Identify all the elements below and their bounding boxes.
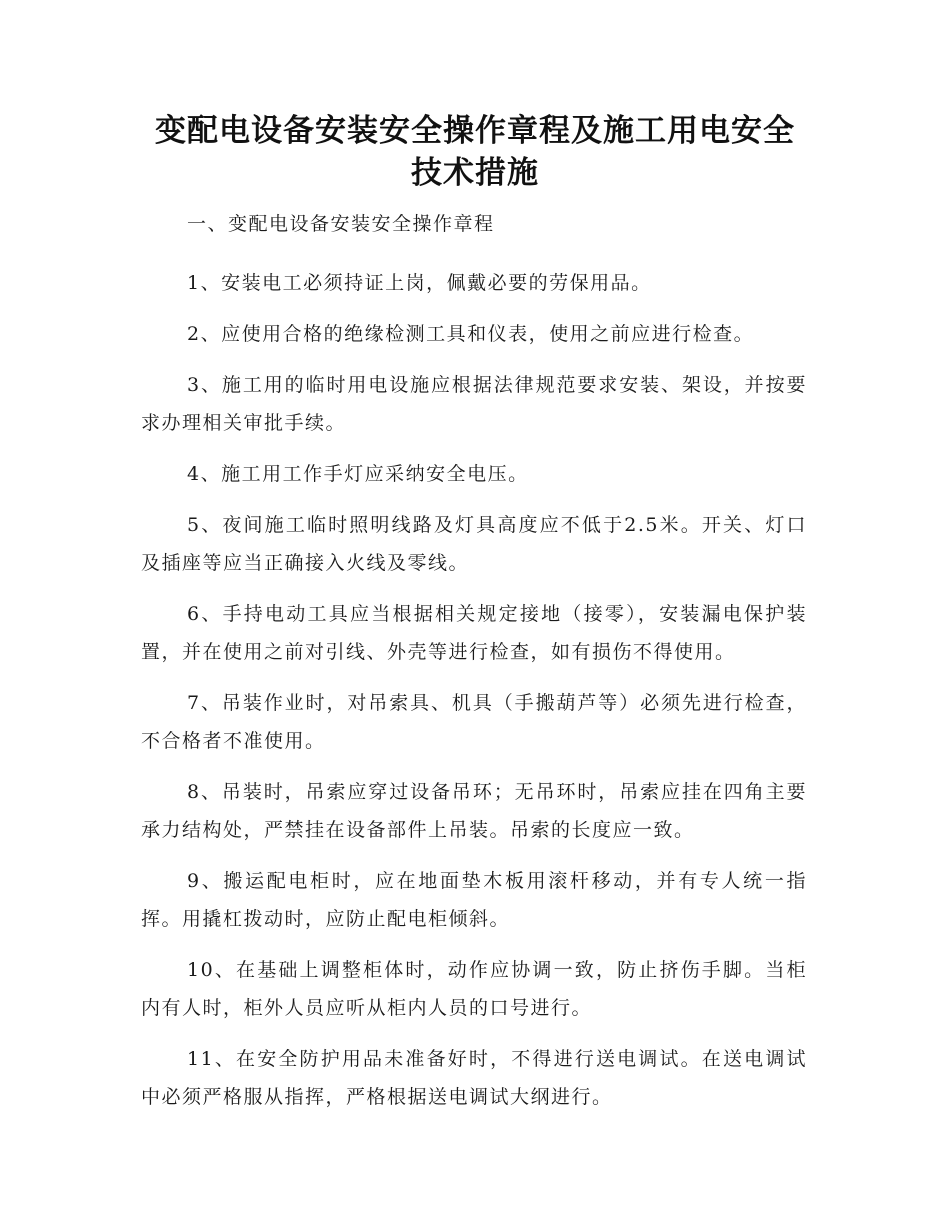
document-title: 变配电设备安装安全操作章程及施工用电安全技术措施 <box>155 113 795 191</box>
paragraph-4: 4、施工用工作手灯应采纳安全电压。 <box>187 463 529 485</box>
paragraph-7: 7、吊装作业时，对吊索具、机具（手搬葫芦等）必须先进行检查，不合格者不准使用。 <box>141 692 807 752</box>
paragraph-5: 5、夜间施工临时照明线路及灯具高度应不低于2.5米。开关、灯口及插座等应当正确接入火线及零线。 <box>141 514 807 574</box>
paragraph-10: 10、在基础上调整柜体时，动作应协调一致，防止挤伤手脚。当柜内有人时，柜外人员应听从柜内人员的口号进行。 <box>141 959 807 1019</box>
paragraph-11: 11、在安全防护用品未准备好时，不得进行送电调试。在送电调试中必须严格服从指挥，严格根据送电调试大纲进行。 <box>141 1048 807 1108</box>
paragraph-8: 8、吊装时，吊索应穿过设备吊环；无吊环时，吊索应挂在四角主要承力结构处，严禁挂在设备部件上吊装。吊索的长度应一致。 <box>141 781 807 841</box>
paragraph-1: 1、安装电工必须持证上岗，佩戴必要的劳保用品。 <box>187 272 652 294</box>
paragraph-9: 9、搬运配电柜时，应在地面垫木板用滚杆移动，并有专人统一指挥。用撬杠拨动时，应防止配电柜倾斜。 <box>141 870 807 930</box>
paragraph-3: 3、施工用的临时用电设施应根据法律规范要求安装、架设，并按要求办理相关审批手续。 <box>141 374 807 434</box>
paragraph-6: 6、手持电动工具应当根据相关规定接地（接零），安装漏电保护装置，并在使用之前对引线、外壳等进行检查，如有损伤不得使用。 <box>141 603 807 663</box>
section-heading: 一、变配电设备安装安全操作章程 <box>187 213 495 235</box>
document-body <box>141 205 807 1129</box>
paragraph-2: 2、应使用合格的绝缘检测工具和仪表，使用之前应进行检查。 <box>187 323 755 345</box>
